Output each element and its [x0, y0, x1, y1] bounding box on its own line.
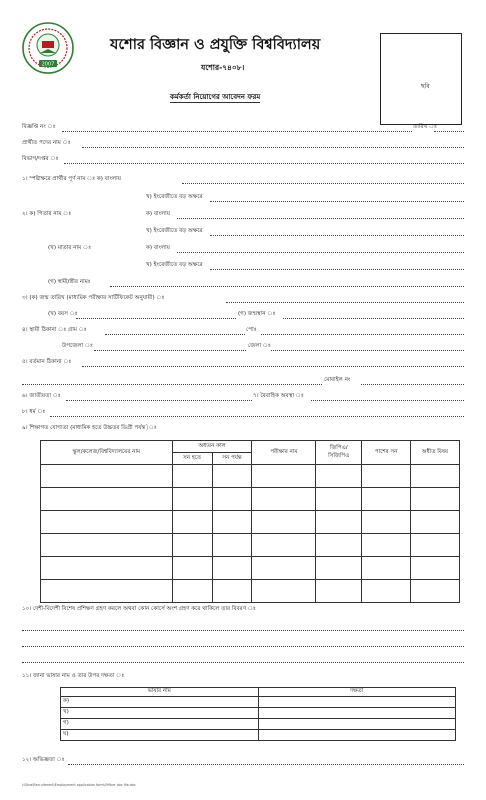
department-field[interactable] [64, 163, 464, 164]
logo-year-text: 2007 [41, 61, 55, 68]
col-institution: স্কুল/কলেজ/বিশ্ববিদ্যালয়ের নাম [41, 441, 173, 465]
language-table [60, 687, 456, 741]
experience-field[interactable] [68, 764, 464, 765]
training-label: ১০। দেশী-বিদেশী বিশেষ প্রশিক্ষণ গ্রহণ করলে অথবা কোন কোর্সে অংশ গ্রহণ করে থাকিলে তার বিবরণ ঃ [22, 606, 256, 612]
table-row[interactable] [61, 697, 456, 708]
spouse-name-field[interactable] [110, 286, 464, 287]
experience-label: ১২। অভিজ্ঞতা ঃ [22, 757, 65, 763]
applicant-name-bangla-field[interactable] [182, 183, 464, 184]
notice-no-field[interactable] [62, 131, 412, 132]
col-exam: পরীক্ষার নাম [252, 441, 316, 465]
table-row[interactable] [61, 730, 456, 741]
table-row[interactable] [61, 719, 456, 730]
language-label: ১১। জানা ভাষার নাম ও তার উপর দক্ষতা ঃ [22, 673, 125, 679]
age-label: (খ) বয়স ঃ [48, 311, 78, 317]
col-gpa-line1: জিপিএ/ [329, 444, 348, 451]
present-address-label: ৫। বর্তমান ঠিকানা ঃ [22, 359, 72, 365]
birthplace-field[interactable] [283, 318, 464, 319]
table-row[interactable] [41, 488, 460, 511]
mobile-label: মোবাইল নং [324, 377, 351, 383]
col-gpa-line2: সিজিপিএ [328, 452, 350, 459]
language-row-label: ঘ) [61, 730, 259, 741]
dob-label: ৩। (ক) জন্ম তারিখ (মাধ্যমিক পরীক্ষার সার্টিফিকেট অনুযায়ী) ঃ [22, 295, 165, 301]
department-label: বিভাগ/দপ্তর ঃ [22, 156, 59, 162]
nationality-field[interactable] [66, 400, 252, 401]
marital-status-field[interactable] [311, 400, 464, 401]
notice-no-label: বিজ্ঞপ্তি নং ঃ [22, 124, 56, 130]
form-title: কর্মকর্তা নিয়োগের আবেদন ফরম [170, 93, 261, 101]
age-field[interactable] [76, 318, 236, 319]
applicant-name-english-field[interactable] [210, 201, 464, 202]
training-field-3[interactable] [22, 662, 464, 663]
marital-status-label: ৭। বৈবাহিক অবস্থা ঃ [253, 393, 304, 399]
father-name-bangla-field[interactable] [177, 218, 464, 219]
photo-label: ছবি [421, 83, 430, 90]
university-logo-icon [22, 22, 74, 74]
language-row-label: ক) [61, 697, 259, 708]
applicant-name-label: ১। স্পষ্টাক্ষরে প্রার্থীর পূর্ণ নাম ঃ ক) বাংলায় [22, 176, 121, 182]
dob-field[interactable] [226, 302, 464, 303]
permanent-address-label: ৪। স্থায়ী ঠিকানা ঃ গ্রাম ঃ [22, 327, 87, 333]
applicant-name-english-label: খ) ইংরেজীতে বড় অক্ষরে [146, 194, 203, 200]
footer-file-path: J:\Sina\Recruitment\Employment application form\Officer doc file.doc [22, 783, 136, 787]
upazila-field[interactable] [94, 350, 246, 351]
language-row-label: গ) [61, 719, 259, 730]
col-gpa [316, 441, 362, 465]
university-location: যশোর-৭৪০৮। [201, 63, 245, 72]
col-period: অধ্যয়ন কাল [172, 441, 252, 453]
table-row[interactable] [41, 580, 460, 603]
date-label: তারিখ ঃ [413, 124, 437, 130]
language-row-label: খ) [61, 708, 259, 719]
post-name-field[interactable] [82, 147, 464, 148]
post-office-field[interactable] [261, 334, 464, 335]
col-to: সন পর্যন্ত [212, 453, 252, 465]
present-address-field-2[interactable] [22, 384, 322, 385]
spouse-name-label: (গ) স্বামী/স্ত্রীর নামঃ [48, 279, 91, 285]
photo-box [380, 33, 462, 125]
table-row[interactable] [41, 465, 460, 488]
training-field-1[interactable] [22, 630, 464, 631]
table-row[interactable] [41, 534, 460, 557]
village-field[interactable] [105, 334, 245, 335]
col-subject: অধীত বিষয় [411, 441, 460, 465]
education-table [40, 440, 460, 603]
col-from: সন হতে [172, 453, 212, 465]
district-field[interactable] [271, 350, 464, 351]
date-field[interactable] [434, 131, 464, 132]
religion-field[interactable] [50, 416, 464, 417]
present-address-field[interactable] [82, 366, 464, 367]
father-english-label: খ) ইংরেজীতে বড় অক্ষরে [146, 228, 203, 234]
mother-english-label: খ) ইংরেজীতে বড় অক্ষরে [146, 262, 203, 268]
mother-name-bangla-field[interactable] [177, 252, 464, 253]
district-label: জেলা ঃ [248, 343, 271, 349]
col-language: ভাষার নাম [61, 688, 259, 697]
col-year: পাশের সন [362, 441, 411, 465]
father-name-english-field[interactable] [210, 235, 464, 236]
father-bangla-label: ক) বাংলায় [146, 211, 171, 217]
birthplace-label: (গ) জন্মস্থান ঃ [238, 311, 276, 317]
table-row[interactable] [61, 708, 456, 719]
university-name: যশোর বিজ্ঞান ও প্রযুক্তি বিশ্ববিদ্যালয় [110, 36, 321, 53]
mother-bangla-label: ক) বাংলায় [146, 245, 171, 251]
table-row[interactable] [41, 511, 460, 534]
post-office-label: পোঃ [246, 327, 257, 333]
mobile-field[interactable] [361, 384, 464, 385]
mother-name-label: (খ) মাতার নাম ঃ [48, 245, 92, 251]
father-name-label: ২। ক) পিতার নাম ঃ [22, 211, 72, 217]
mother-name-english-field[interactable] [210, 269, 464, 270]
col-skill: দক্ষতা [258, 688, 456, 697]
post-name-label: প্রার্থীত পদের নাম ঃ [22, 140, 71, 146]
table-row[interactable] [41, 557, 460, 580]
upazila-label: উপজেলা ঃ [62, 343, 93, 349]
training-field-2[interactable] [22, 646, 464, 647]
religion-label: ৮। ধর্ম ঃ [22, 409, 46, 415]
nationality-label: ৬। জাতীয়তা ঃ [22, 393, 61, 399]
education-label: ৯। শিক্ষাগত যোগ্যতা (মাধ্যমিক হতে উচ্চতর ডিগ্রী পর্যন্ত)ঃ [22, 425, 157, 431]
